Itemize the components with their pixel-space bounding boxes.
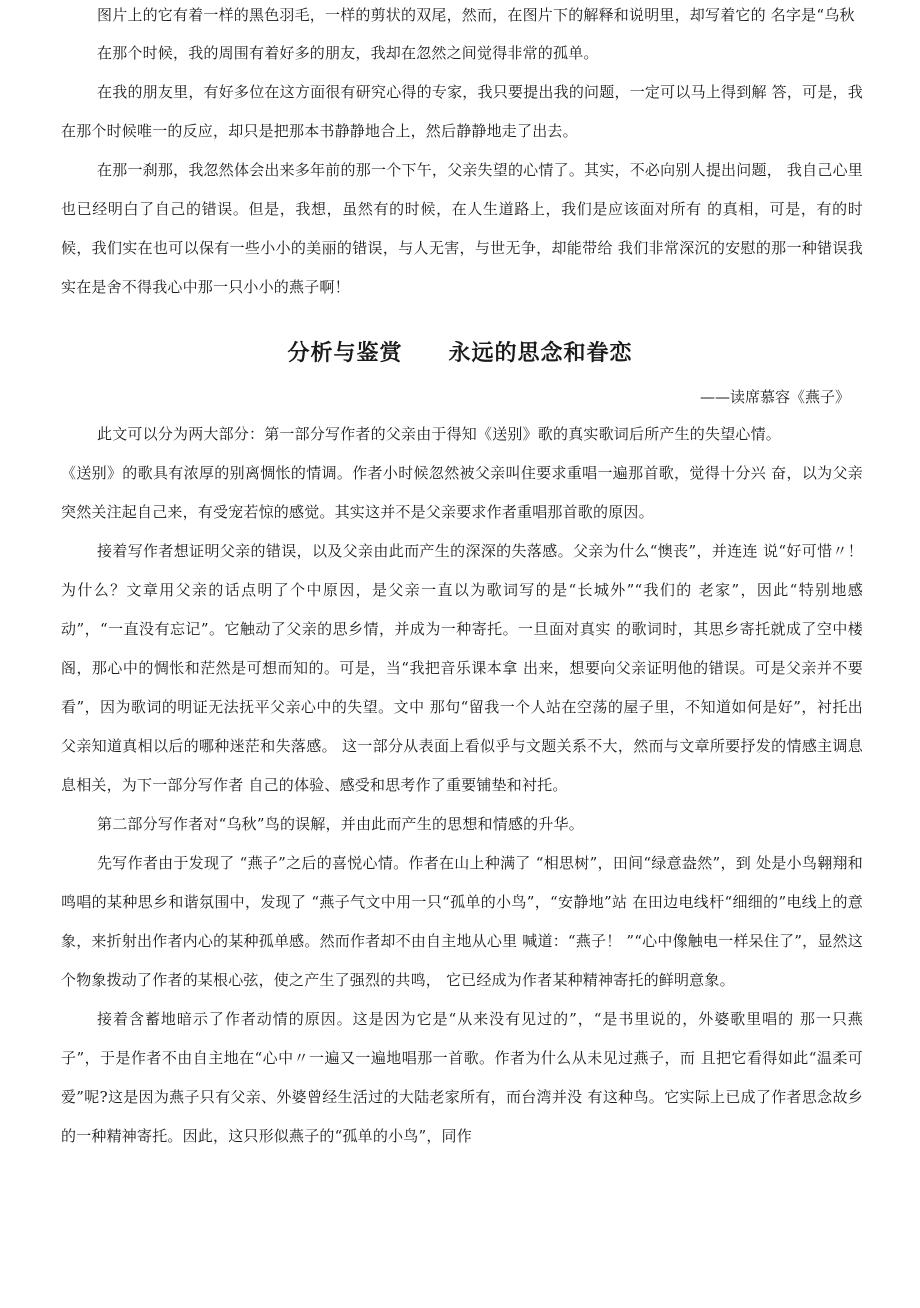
- analysis-paragraph: 接着含蓄地暗示了作者动情的原因。这是因为它是“从来没有见过的”，“是书里说的，外婆歌里唱的 那一只燕子”，于是作者不由自主地在“心中〃一遍又一遍地唱那一首歌。作者为什么从未见过燕子，而 且把它看得如此“温柔可爱”呢?这是因为燕子只有父亲、外婆曾经生活过的大陆老家所有，而台湾并没 有这种鸟。它实际上已成了作者思念故乡的一种精神寄托。因此，这只形似燕子的“孤单的小鸟”，同作: [61, 1010, 863, 1145]
- analysis-paragraph: 接着写作者想证明父亲的错误，以及父亲由此而产生的深深的失落感。父亲为什么“懊丧”，并连连 说“好可惜〃！为什么？文章用父亲的话点明了个中原因，是父亲一直以为歌词写的是“长城外”“我们的 老家”，因此“特别地感动”，“一直没有忘记”。它触动了父亲的思乡情，并成为一种寄托。一旦面对真实 的歌词时，其思乡寄托就成了空中楼阁，那心中的惆怅和茫然是可想而知的。可是，当“我把音乐课本拿 出来，想要向父亲证明他的错误。可是父亲并不要看”，因为歌词的明证无法抚平父亲心中的失望。文中 那句“留我一个人站在空荡的屋子里，不知道如何是好”，衬托出父亲知道真相以后的哪种迷茫和失落感。 这一部分从表面上看似乎与文题关系不大，然而与文章所要抒发的情感主调息息相关，为下一部分写作者 自己的体验、感受和思考作了重要铺垫和衬托。: [61, 542, 863, 794]
- section-title: 分析与鉴赏 永远的思念和眷恋: [287, 340, 633, 366]
- analysis-paragraph: 此文可以分为两大部分：第一部分写作者的父亲由于得知《送别》歌的真实歌词后所产生的失望心情。: [97, 425, 782, 443]
- story-paragraph: 图片上的它有着一样的黑色羽毛，一样的剪状的双尾，然而，在图片下的解释和说明里，却写着它的 名字是“乌秋: [97, 6, 855, 24]
- analysis-paragraph: 先写作者由于发现了 “燕子”之后的喜悦心情。作者在山上种满了 “相思树”，田间“绿意盎然”，到 处是小鸟翱翔和鸣唱的某种思乡和谐氛围中，发现了 “燕子气文中用一只“孤单的小鸟”，“安静地”站 在田边电线杆“细细的”电线上的意象，来折射出作者内心的某种孤单感。然而作者却不由自主地从心里 喊道：“燕子！ ”“心中像触电一样呆住了”，显然这个物象拨动了作者的某根心弦，使之产生了强烈的共鸣， 它已经成为作者某种精神寄托的鲜明意象。: [61, 854, 863, 989]
- story-excerpt: [61, 0, 863, 307]
- story-paragraph: 在那一刹那，我忽然体会出来多年前的那一个下午，父亲失望的心情了。其实，不必向别人提出问题， 我自己心里也已经明白了自己的错误。但是，我想，虽然有的时候，在人生道路上，我们是应该面对所有 的真相，可是，有的时候，我们实在也可以保有一些小小的美丽的错误，与人无害，与世无争，却能带给 我们非常深沉的安慰的那一种错误我实在是舍不得我心中那一只小小的燕子啊！: [61, 161, 863, 296]
- analysis-section: [61, 415, 863, 1156]
- story-paragraph: 在那个时候，我的周围有着好多的朋友，我却在忽然之间觉得非常的孤单。: [97, 44, 599, 62]
- analysis-paragraph: 《送别》的歌具有浓厚的别离惆怅的情调。作者小时候忽然被父亲叫住要求重唱一遍那首歌，觉得十分兴 奋，以为父亲突然关注起自己来，有受宠若惊的感觉。其实这并不是父亲要求作者重唱那首歌的原因。: [61, 464, 863, 521]
- analysis-paragraph: 第二部分写作者对“乌秋”鸟的误解，并由此而产生的思想和情感的升华。: [97, 815, 584, 833]
- section-byline: ——读席慕容《燕子》: [699, 388, 850, 406]
- story-paragraph: 在我的朋友里，有好多位在这方面很有研究心得的专家，我只要提出我的问题，一定可以马上得到解 答，可是，我在那个时候唯一的反应，却只是把那本书静静地合上，然后静静地走了出去。: [61, 83, 863, 140]
